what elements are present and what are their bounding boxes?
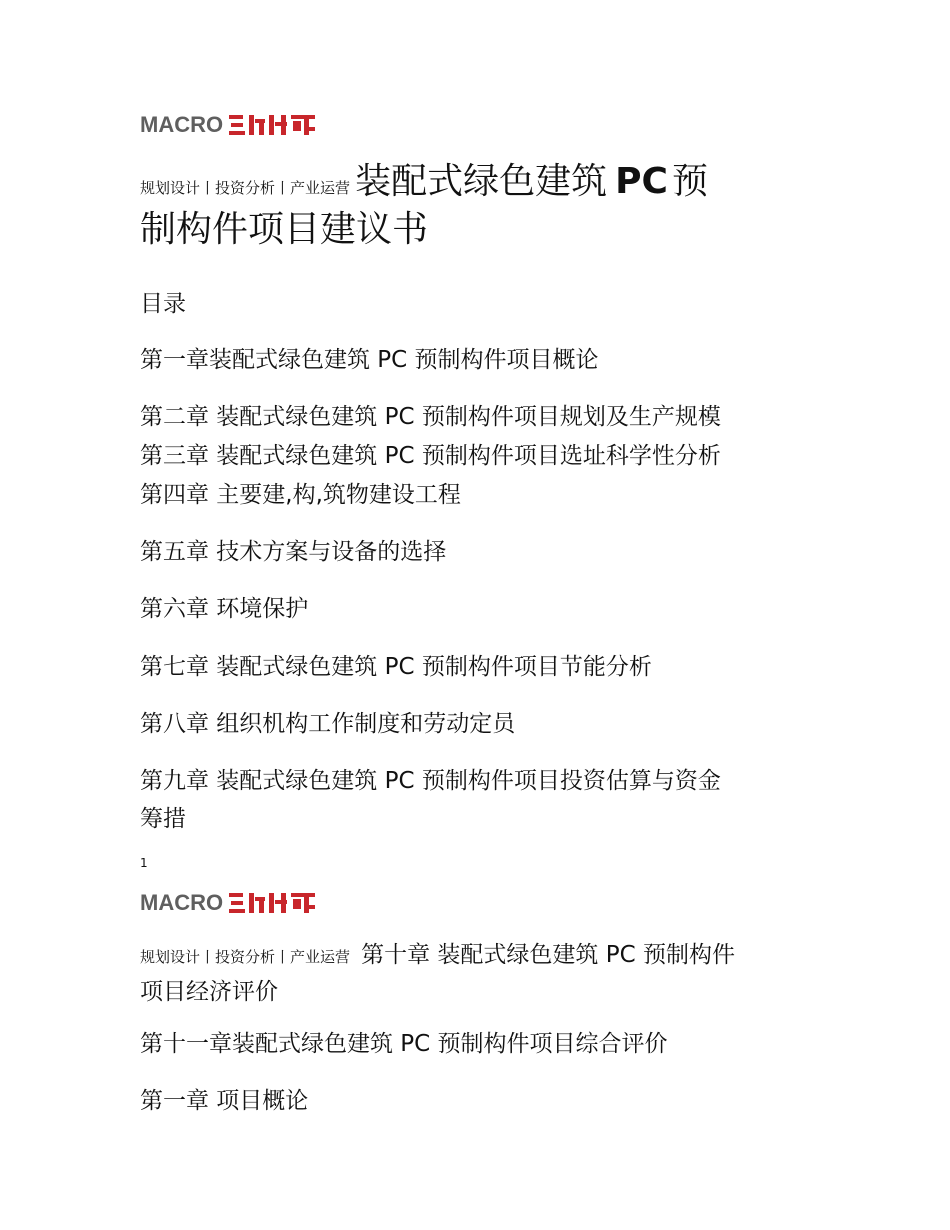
toc-item: 第十章 装配式绿色建筑 PC 预制构件 bbox=[361, 942, 735, 968]
tagline: 规划设计丨投资分析丨产业运营 bbox=[140, 948, 351, 966]
toc-item: 第一章装配式绿色建筑 PC 预制构件项目概论 bbox=[140, 347, 599, 373]
document-title-part2: 预 bbox=[671, 161, 708, 202]
toc-heading: 目录 bbox=[140, 291, 186, 317]
company-logo bbox=[140, 112, 317, 138]
document-title-block bbox=[140, 162, 820, 250]
page2-header-block bbox=[140, 936, 820, 1006]
company-logo bbox=[140, 890, 317, 916]
document-title-pc: PC bbox=[615, 161, 668, 202]
vision-logo-mark-icon bbox=[229, 890, 317, 916]
toc-item: 第九章 装配式绿色建筑 PC 预制构件项目投资估算与资金 bbox=[140, 768, 721, 794]
toc-item-continued: 项目经济评价 bbox=[140, 979, 278, 1005]
toc-item: 第四章 主要建,构,筑物建设工程 bbox=[140, 482, 461, 508]
vision-logo-mark-icon bbox=[229, 112, 317, 138]
document-title-line2: 制构件项目建议书 bbox=[140, 209, 429, 250]
toc-item: 第十一章装配式绿色建筑 PC 预制构件项目综合评价 bbox=[140, 1031, 668, 1057]
logo-text: MACRO bbox=[140, 890, 224, 915]
toc-item: 第五章 技术方案与设备的选择 bbox=[140, 539, 447, 565]
toc-item: 筹措 bbox=[140, 806, 186, 832]
section-heading: 第一章 项目概论 bbox=[140, 1088, 309, 1114]
toc-item: 第二章 装配式绿色建筑 PC 预制构件项目规划及生产规模 bbox=[140, 404, 721, 430]
page-number: 1 bbox=[140, 856, 148, 870]
logo-text: MACRO bbox=[140, 112, 224, 137]
toc-item: 第八章 组织机构工作制度和劳动定员 bbox=[140, 711, 516, 737]
toc-item: 第六章 环境保护 bbox=[140, 596, 309, 622]
toc-item: 第七章 装配式绿色建筑 PC 预制构件项目节能分析 bbox=[140, 654, 652, 680]
toc-item: 第三章 装配式绿色建筑 PC 预制构件项目选址科学性分析 bbox=[140, 443, 721, 469]
tagline: 规划设计丨投资分析丨产业运营 bbox=[140, 179, 351, 197]
document-title-part1: 装配式绿色建筑 bbox=[355, 161, 608, 202]
